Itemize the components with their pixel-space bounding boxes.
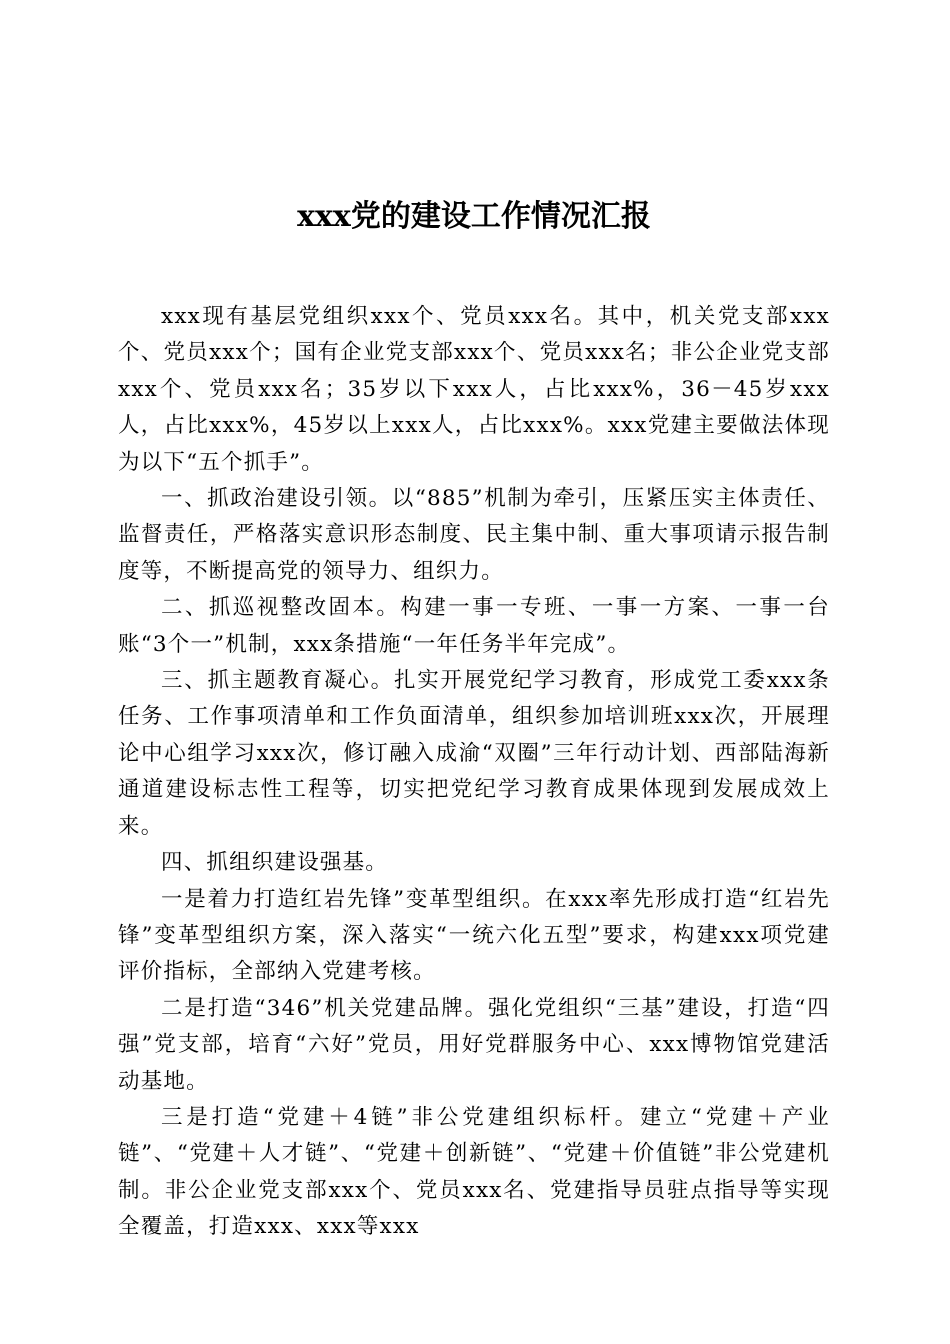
document-title: xxx党的建设工作情况汇报 [297,199,651,234]
paragraph-item-two: 二是打造“346”机关党建品牌。强化党组织“三基”建设，打造“四强”党支部，培育“六好”党员，用好党群服务中心、xxx博物馆党建活动基地。 [118,995,830,1094]
paragraph-theme-education: 三、抓主题教育凝心。扎实开展党纪学习教育，形成党工委xxx条任务、工作事项清单和工作负面清单，组织参加培训班xxx次，开展理论中心组学习xxx次，修订融入成渝“双圈”三年行动计划、西部陆海新通道建设标志性工程等，切实把党纪学习教育成果体现到发展成效上来。 [118,668,830,839]
paragraph-inspection-rectification: 二、抓巡视整改固本。构建一事一专班、一事一方案、一事一台账“3个一”机制，xxx条措施“一年任务半年完成”。 [118,595,830,657]
document-page [118,195,830,1246]
paragraph-political-building: 一、抓政治建设引领。以“885”机制为牵引，压紧压实主体责任、监督责任，严格落实意识形态制度、民主集中制、重大事项请示报告制度等，不断提高党的领导力、组织力。 [118,486,830,584]
paragraph-summary: xxx现有基层党组织xxx个、党员xxx名。其中，机关党支部xxx个、党员xxx个；国有企业党支部xxx个、党员xxx名；非公企业党支部xxx个、党员xxx名；35岁以下xxx人，占比xxx%，36－45岁xxx人，占比xxx%，45岁以上xxx人，占比xxx%。xxx党建主要做法体现为以下“五个抓手”。 [118,304,830,475]
paragraph-item-three: 三是打造“党建＋4链”非公党建组织标杆。建立“党建＋产业链”、“党建＋人才链”、“党建＋创新链”、“党建＋价值链”非公党建机制。非公企业党支部xxx个、党员xxx名、党建指导员驻点指导等实现全覆盖，打造xxx、xxx等xxx [118,1104,830,1240]
paragraph-organization-building: 四、抓组织建设强基。 [161,850,389,876]
paragraph-item-one: 一是着力打造红岩先锋”变革型组织。在xxx率先形成打造“红岩先锋”变革型组织方案，深入落实“一统六化五型”要求，构建xxx项党建评价指标，全部纳入党建考核。 [118,886,830,985]
